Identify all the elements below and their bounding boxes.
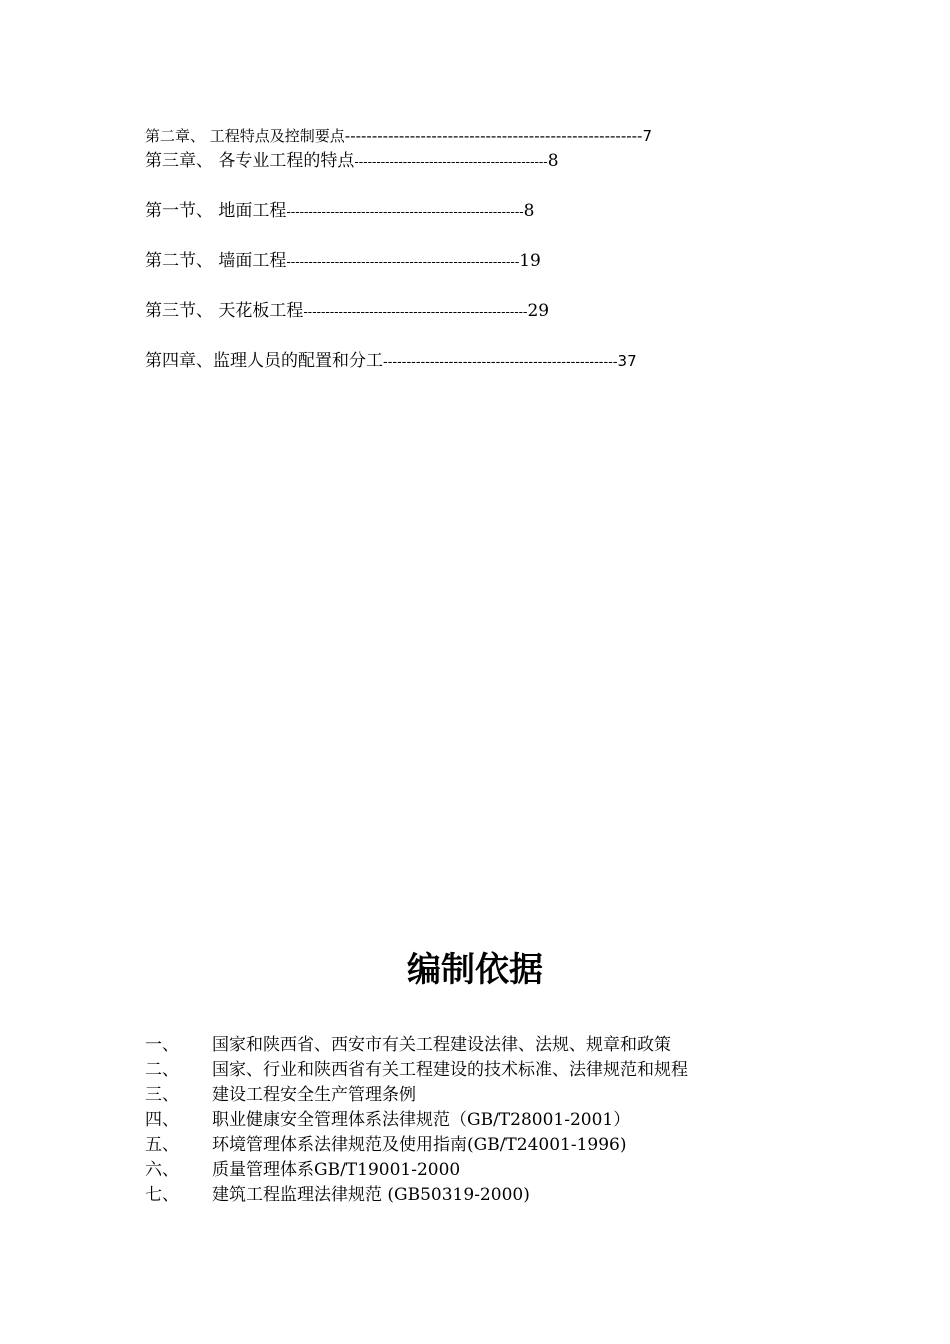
list-item-text: 建设工程安全生产管理条例 <box>212 1085 416 1105</box>
list-item-number: 一、 <box>145 1035 179 1055</box>
list-item <box>145 1109 630 1131</box>
toc-entry-title: 第四章、监理人员的配置和分工 <box>145 351 383 371</box>
list-item <box>145 1059 688 1081</box>
toc-entry[interactable] <box>145 201 534 223</box>
list-item-text: 质量管理体系GB/T19001-2000 <box>212 1160 461 1180</box>
toc-entry[interactable] <box>145 126 652 146</box>
toc-entry-page: 8 <box>547 151 559 171</box>
toc-entry-page: 37 <box>617 352 637 370</box>
list-item-number: 七、 <box>145 1185 179 1205</box>
toc-entry-leader: -------------------------------------------------- <box>383 355 618 370</box>
toc-entry-title: 第二节、 墙面工程 <box>145 251 287 271</box>
toc-entry-page: 7 <box>642 127 653 145</box>
toc-entry-title: 第三章、 各专业工程的特点 <box>145 151 355 171</box>
list-item <box>145 1184 530 1206</box>
toc-entry[interactable] <box>145 251 541 273</box>
list-item <box>145 1034 671 1056</box>
toc-entry-leader: ------------------------------------------------------- <box>344 127 643 145</box>
list-item-number: 三、 <box>145 1085 179 1105</box>
list-item-text: 建筑工程监理法律规范 (GB50319-2000) <box>212 1185 530 1205</box>
list-item-text: 职业健康安全管理体系法律规范（GB/T28001-2001） <box>212 1110 631 1130</box>
list-item-text: 环境管理体系法律规范及使用指南(GB/T24001-1996) <box>212 1135 627 1155</box>
list-item <box>145 1159 460 1181</box>
list-item-text: 国家、行业和陕西省有关工程建设的技术标准、法律规范和规程 <box>212 1060 688 1080</box>
list-item <box>145 1134 627 1156</box>
toc-entry-title: 第一节、 地面工程 <box>145 201 287 221</box>
toc-entry[interactable] <box>145 351 637 373</box>
list-item-number: 四、 <box>145 1110 179 1130</box>
list-item-text: 国家和陕西省、西安市有关工程建设法律、法规、规章和政策 <box>212 1035 671 1055</box>
toc-entry-leader: ----------------------------------------------------- <box>286 255 520 270</box>
section-heading: 编制依据 <box>407 950 543 990</box>
toc-entry-page: 29 <box>527 301 550 321</box>
list-item-number: 五、 <box>145 1135 179 1155</box>
toc-entry-title: 第三节、 天花板工程 <box>145 301 304 321</box>
toc-entry-leader: -------------------------------------------- <box>354 155 548 170</box>
list-item-number: 六、 <box>145 1160 179 1180</box>
toc-entry-page: 19 <box>519 251 541 271</box>
toc-entry[interactable] <box>145 151 559 173</box>
toc-entry-title: 第二章、 工程特点及控制要点 <box>145 127 345 145</box>
list-item <box>145 1084 416 1106</box>
list-item-number: 二、 <box>145 1060 179 1080</box>
toc-entry-page: 8 <box>523 201 535 221</box>
toc-entry[interactable] <box>145 301 549 323</box>
toc-entry-leader: --------------------------------------------------- <box>303 305 528 320</box>
toc-entry-leader: ------------------------------------------------------ <box>286 205 524 220</box>
